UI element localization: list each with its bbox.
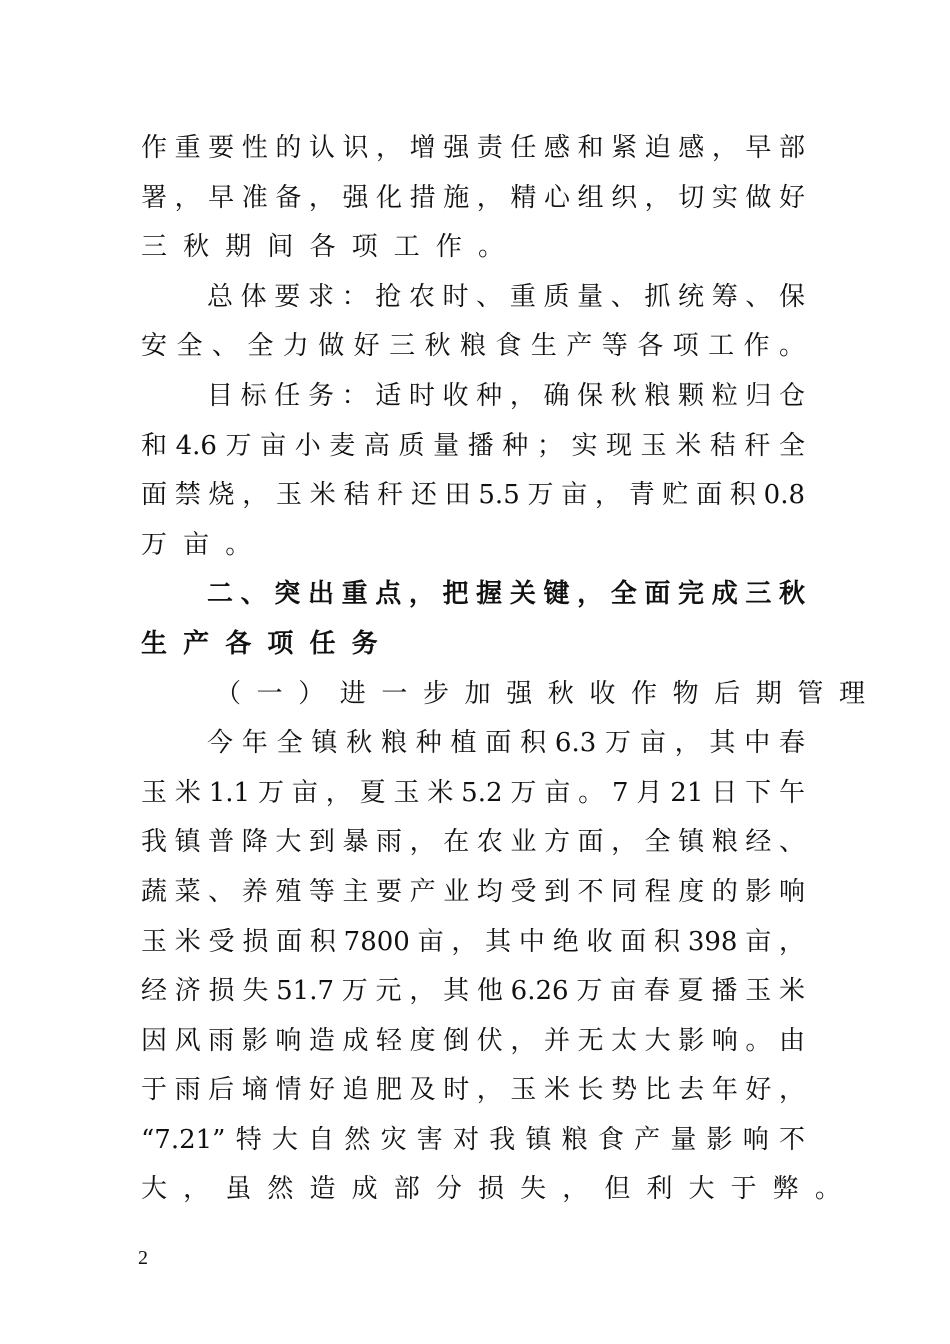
text-line: 玉米1.1万亩，夏玉米5.2万亩。7月21日下午 xyxy=(141,777,805,808)
paragraph xyxy=(141,719,858,1215)
text-line: 署，早准备，强化措施，精心组织，切实做好 xyxy=(141,182,805,213)
text-line: 安全、全力做好三秋粮食生产等各项工作。 xyxy=(141,331,805,362)
page-number: 2 xyxy=(138,1247,148,1269)
text-line: 玉米受损面积7800亩，其中绝收面积398亩， xyxy=(141,926,805,957)
heading-line: 二、突出重点，把握关键，全面完成三秋 xyxy=(207,579,805,610)
paragraph xyxy=(141,273,805,372)
section-heading xyxy=(141,570,805,669)
document-body xyxy=(141,124,881,1215)
text-line: 因风雨影响造成轻度倒伏，并无太大影响。由 xyxy=(141,1025,805,1056)
text-line: 经济损失51.7万元，其他6.26万亩春夏播玉米 xyxy=(141,976,805,1007)
text-line: 于雨后墒情好追肥及时，玉米长势比去年好， xyxy=(141,1075,805,1106)
text-line: 三秋期间各项工作。 xyxy=(141,232,521,263)
text-line: 作重要性的认识，增强责任感和紧迫感，早部 xyxy=(141,133,805,163)
text-line: 今年全镇秋粮种植面积6.3万亩，其中春 xyxy=(207,728,805,759)
text-line: 万亩。 xyxy=(141,529,268,560)
text-line: 目标任务：适时收种，确保秋粮颗粒归仓 xyxy=(207,380,805,411)
text-line: 大，虽然造成部分损失，但利大于弊。 xyxy=(141,1174,858,1205)
paragraph xyxy=(141,124,805,273)
text-line: 和4.6万亩小麦高质量播种；实现玉米秸秆全 xyxy=(141,430,805,461)
text-line: 我镇普降大到暴雨，在农业方面，全镇粮经、 xyxy=(141,827,805,858)
heading-line: 生产各项任务 xyxy=(141,628,394,659)
text-line: 面禁烧，玉米秸秆还田5.5万亩，青贮面积0.8 xyxy=(141,480,805,511)
subheading-line: （一）进一步加强秋收作物后期管理 xyxy=(215,678,881,709)
paragraph xyxy=(141,372,805,570)
text-line: 总体要求：抢农时、重质量、抓统筹、保 xyxy=(207,281,805,312)
subsection-heading xyxy=(141,670,881,720)
text-line: “7.21”特大自然灾害对我镇粮食产量影响不 xyxy=(141,1124,805,1155)
text-line: 蔬菜、养殖等主要产业均受到不同程度的影响 xyxy=(141,876,805,907)
